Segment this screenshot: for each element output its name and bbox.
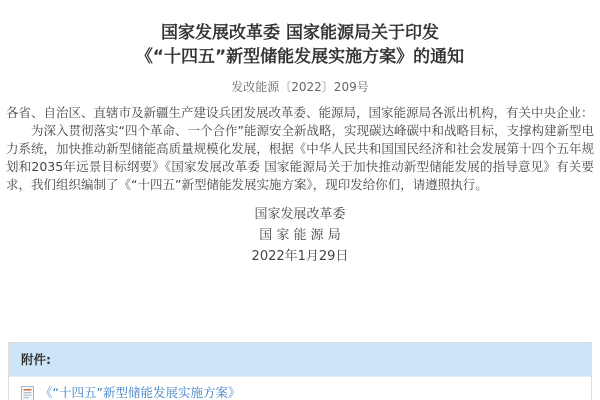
- notice-title: [0, 21, 600, 69]
- signature-org2: 国 家 能 源 局: [259, 228, 341, 243]
- notice-title-line2: 《“十四五”新型储能发展实施方案》的通知: [135, 47, 465, 67]
- notice-page: [0, 21, 600, 400]
- attachment-item[interactable]: [9, 377, 591, 400]
- notice-title-line1: 国家发展改革委 国家能源局关于印发: [161, 23, 439, 43]
- signature-date: 2022年1月29日: [251, 249, 349, 264]
- attachment-header-label: 附件:: [9, 343, 591, 377]
- notice-body: [6, 104, 594, 194]
- doc-number: 发改能源〔2022〕209号: [231, 80, 369, 94]
- body-paragraph: 为深入贯彻落实“四个革命、一个合作”能源安全新战略，实现碳达峰碳中和战略目标，支撑构建新型电力系统，加快推动新型储能高质量规模化发展，根据《中华人民共和国国民经济和社会发展第十四个五年规划和2035年远景目标纲要》《国家发展改革委 国家能源局关于加快推动新型储能发展的指导意见》有关要求，我们组织编制了《“十四五”新型储能发展实施方案》，现印发给你们，请遵照执行。: [6, 123, 594, 192]
- attachment-section: [8, 342, 592, 400]
- signature-org1: 国家发展改革委: [254, 207, 346, 222]
- salutation-line: 各省、自治区、直辖市及新疆生产建设兵团发展改革委、能源局，国家能源局各派出机构，有关中央企业：: [6, 105, 594, 120]
- signature-block: [0, 204, 600, 267]
- attachment-link[interactable]: 《“十四五”新型储能发展实施方案》: [40, 385, 241, 400]
- document-icon: [21, 386, 34, 400]
